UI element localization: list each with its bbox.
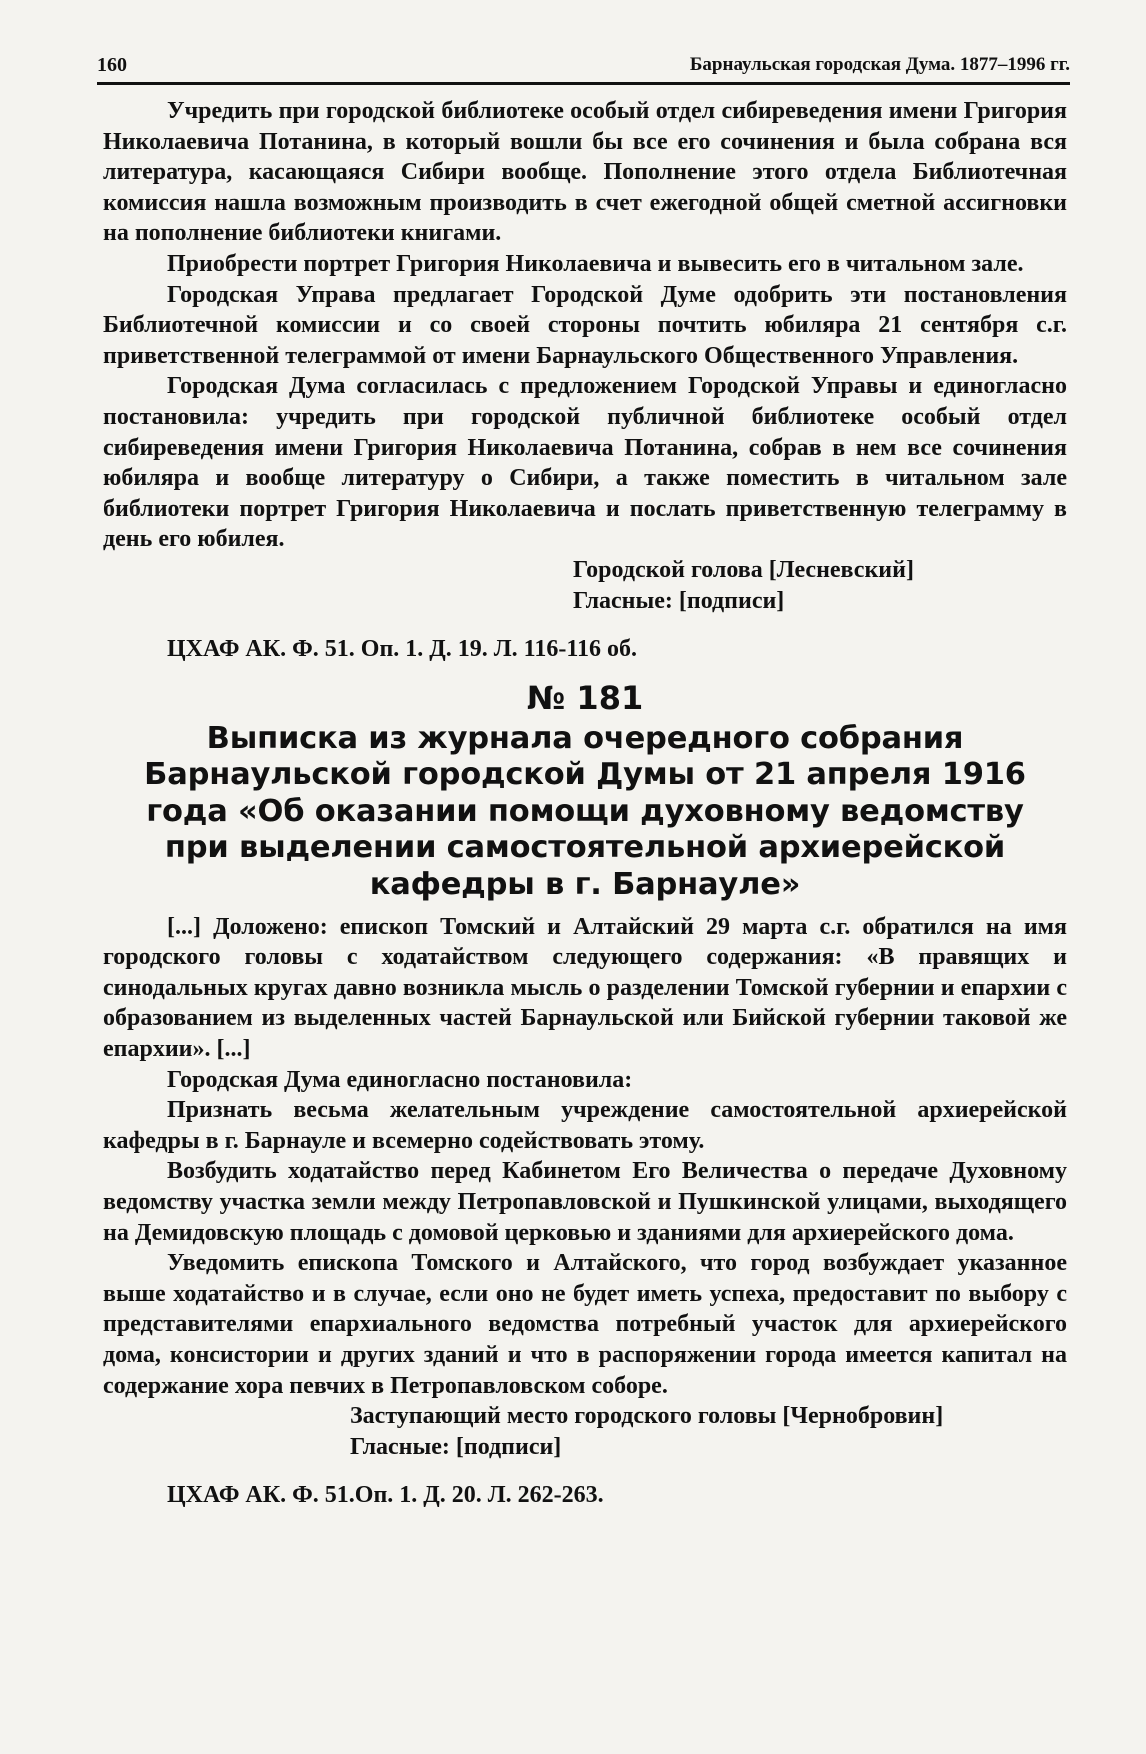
archive-reference: ЦХАФ АК. Ф. 51.Оп. 1. Д. 20. Л. 262-263. bbox=[167, 1482, 604, 1509]
signature-deputies: Гласные: [подписи] bbox=[350, 1433, 562, 1460]
signature-block bbox=[573, 555, 1067, 616]
paragraph: [...] Доложено: епископ Томский и Алтайский 29 марта с.г. обратился на имя городского головы с ходатайством следующего содержания: «В правящих и синодальных кругах давно возникла мысль о разделении Томской губернии и епархии с образованием из выделенных частей Барнаульской или Бийской губернии таковой же епархии». [...] bbox=[103, 913, 1067, 1063]
signature-acting-head: Заступающий место городского головы [Чернобровин] bbox=[350, 1403, 944, 1430]
paragraph: Признать весьма желательным учреждение самостоятельной архиерейской кафедры в г. Барнауле и всемерно содействовать этому. bbox=[103, 1097, 1067, 1154]
signature-head: Городской голова [Лесневский] bbox=[573, 556, 914, 583]
signature-deputies: Гласные: [подписи] bbox=[573, 587, 785, 614]
paragraph: Уведомить епископа Томского и Алтайского, что город возбуждает указанное выше ходатайство и в случае, если оно не будет иметь успеха, предоставит по выбору с представителями епархиального ведомства потребный участок для архиерейского дома, консистории и других зданий и что в распоряжении города имеется капитал на содержание хора певчих в Петропавловском соборе. bbox=[103, 1250, 1067, 1399]
document-title: Выписка из журнала очередного собрания Барнаульской городской Думы от 21 апреля 1916 года «Об оказании помощи духовному ведомству при выделении самостоятельной архиерейской кафедры в г. Барнауле» bbox=[144, 720, 1026, 903]
document-number: № 181 bbox=[526, 678, 644, 717]
page-body bbox=[103, 96, 1067, 1511]
section-2 bbox=[103, 912, 1067, 1511]
paragraph: Возбудить ходатайство перед Кабинетом Его Величества о передаче Духовному ведомству участка земли между Петропавловской и Пушкинской улицами, выходящего на Демидовскую площадь с домовой церковью и зданиями для архиерейского дома. bbox=[103, 1158, 1067, 1246]
paragraph: Учредить при городской библиотеке особый отдел сибиреведения имени Григория Николаевича Потанина, в который вошли бы все его сочинения и была собрана вся литература, касающаяся Сибири вообще. Пополнение этого отдела Библиотечная комиссия нашла возможным производить в счет ежегодной общей сметной ассигновки на пополнение библиотеки книгами. bbox=[103, 98, 1067, 247]
section-1 bbox=[103, 96, 1067, 665]
page-header bbox=[97, 48, 1070, 85]
signature-block bbox=[350, 1401, 1067, 1462]
running-head: Барнаульская городская Дума. 1877–1996 гг. bbox=[689, 54, 1070, 75]
paragraph: Городская Дума единогласно постановила: bbox=[167, 1066, 633, 1093]
archive-reference: ЦХАФ АК. Ф. 51. Оп. 1. Д. 19. Л. 116-116 об. bbox=[167, 636, 638, 663]
page-number: 160 bbox=[97, 54, 127, 76]
paragraph: Городская Управа предлагает Городской Думе одобрить эти постановления Библиотечной комиссии и со своей стороны почтить юбиляра 21 сентября с.г. приветственной телеграммой от имени Барнаульского Общественного Управления. bbox=[103, 281, 1067, 369]
paragraph: Городская Дума согласилась с предложением Городской Управы и единогласно постановила: учредить при городской публичной библиотеке особый отдел сибиреведения имени Григория Николаевича Потанина, собрав в нем все сочинения юбиляра и вообще литературу о Сибири, а также поместить в читальном зале библиотеки портрет Григория Николаевича и послать приветственную телеграмму в день его юбилея. bbox=[103, 373, 1067, 553]
paragraph: Приобрести портрет Григория Николаевича и вывесить его в читальном зале. bbox=[167, 250, 1024, 277]
